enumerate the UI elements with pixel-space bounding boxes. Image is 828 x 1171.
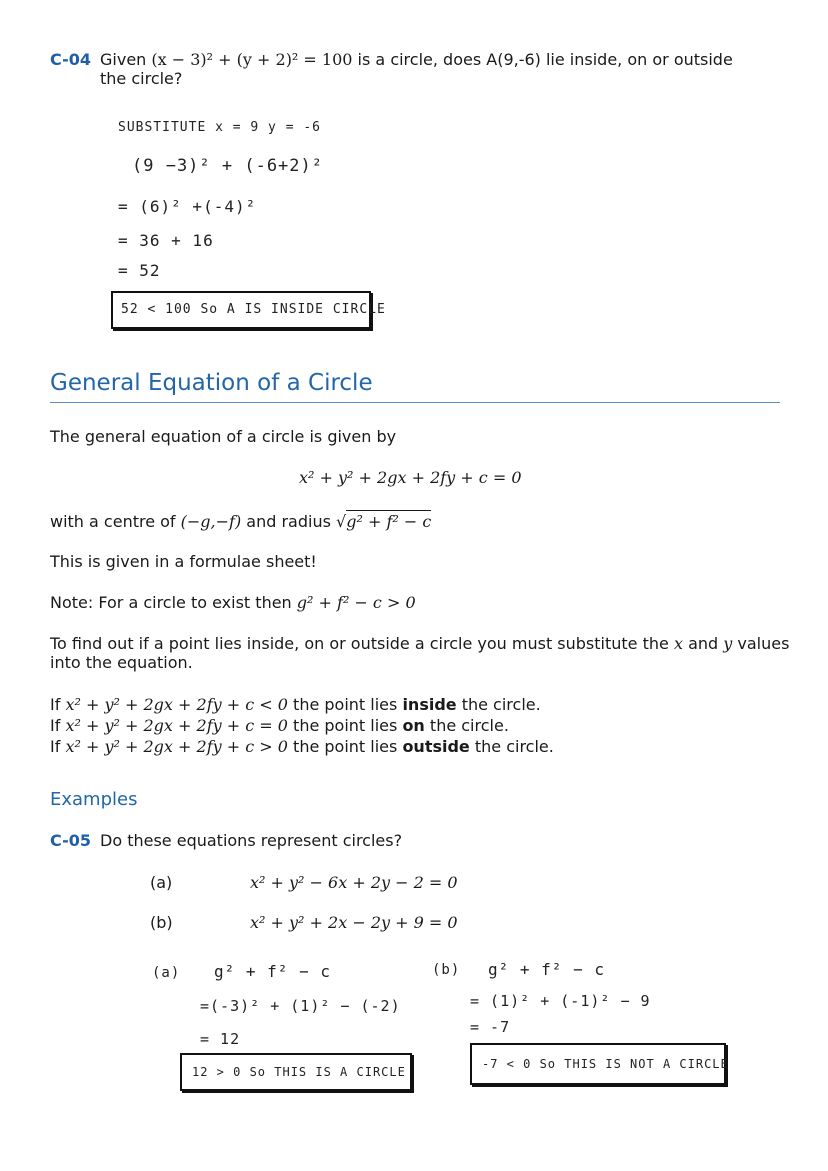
centre-radius-line [50,512,431,531]
rule-on [50,716,509,735]
hw05-a-line3: = 12 [200,1030,241,1048]
rule-outside-eq: x² + y² + 2gx + 2fy + c > 0 [65,737,288,756]
find-text-b: values [732,634,790,653]
rule-on-keyword: on [402,716,425,735]
hw04-step2: = 36 + 16 [118,231,214,250]
hw05-b-line1: g² + f² − c [488,960,605,979]
rule-if: If [50,737,66,756]
general-equation: x² + y² + 2gx + 2fy + c = 0 [299,468,522,487]
hw04-step1: = (6)² +(-4)² [118,197,257,216]
rule-if: If [50,695,66,714]
rule-outside-text: the point lies [287,737,403,756]
find-text-line2: into the equation. [50,653,193,672]
question-code-c05: C-05 [50,831,92,850]
rule-inside-keyword: inside [402,695,457,714]
question-c04-text-b: is a circle, does A(9,-6) lie inside, on or outside [352,50,733,69]
hw05-a-conclusion-box: 12 > 0 So THIS IS A CIRCLE [180,1053,412,1091]
question-c04-line1 [100,50,733,69]
rule-on-end: the circle. [424,716,509,735]
hw05-b-line2: = (1)² + (-1)² − 9 [470,992,651,1010]
rule-inside-text: the point lies [287,695,403,714]
rule-inside [50,695,541,714]
question-c04-equation: (x − 3)² + (y + 2)² = 100 [151,50,353,69]
hw04-conclusion-box: 52 < 100 So A IS INSIDE CIRCLE [111,291,371,329]
intro-text: The general equation of a circle is given by [50,427,397,446]
rule-on-text: the point lies [287,716,403,735]
rule-on-eq: x² + y² + 2gx + 2fy + c = 0 [65,716,288,735]
find-y: y [723,634,733,653]
hw04-expression: (9 −3)² + (-6+2)² [132,156,323,176]
examples-heading: Examples [50,789,138,810]
hw05-b-conclusion-box: -7 < 0 So THIS IS NOT A CIRCLE [470,1043,726,1085]
rule-inside-end: the circle. [456,695,541,714]
rule-outside [50,737,554,756]
question-c05-text: Do these equations represent circles? [100,831,403,850]
radius-value: g² + f² − c [346,512,432,531]
note-text: Note: For a circle to exist then [50,593,297,612]
hw05-a-line2: =(-3)² + (1)² − (-2) [200,997,401,1015]
hw04-substitute: SUBSTITUTE x = 9 y = -6 [118,120,322,135]
hw04-step3: = 52 [118,261,161,280]
formula-sheet-note: This is given in a formulae sheet! [50,552,317,571]
question-code-c04: C-04 [50,50,92,69]
section-title: General Equation of a Circle [50,370,373,396]
note-equation: g² + f² − c > 0 [296,593,416,612]
part-a-label: (a) [150,873,173,892]
hw05-b-label: (b) [432,962,461,978]
hw05-a-line1: g² + f² − c [214,962,331,981]
sqrt-icon: √ [336,512,347,531]
part-a-equation: x² + y² − 6x + 2y − 2 = 0 [250,873,458,892]
find-x: x [673,634,683,653]
hw05-a-label: (a) [152,965,181,981]
centre-text-a: with a centre of [50,512,181,531]
rule-inside-eq: x² + y² + 2gx + 2fy + c < 0 [65,695,288,714]
find-text-line1 [50,634,789,653]
find-and: and [682,634,724,653]
rule-outside-end: the circle. [469,737,554,756]
hw05-b-line3: = -7 [470,1018,511,1036]
part-b-equation: x² + y² + 2x − 2y + 9 = 0 [250,913,458,932]
question-c04-line2: the circle? [100,69,183,88]
centre-value: (−g,−f) [180,512,242,531]
part-b-label: (b) [150,913,173,932]
rule-outside-keyword: outside [402,737,470,756]
question-c04-text-a: Given [100,50,152,69]
section-divider [50,402,780,403]
existence-note [50,593,416,612]
centre-text-b: and radius [241,512,337,531]
rule-if: If [50,716,66,735]
find-text-a: To find out if a point lies inside, on or outside a circle you must substitute the [50,634,674,653]
